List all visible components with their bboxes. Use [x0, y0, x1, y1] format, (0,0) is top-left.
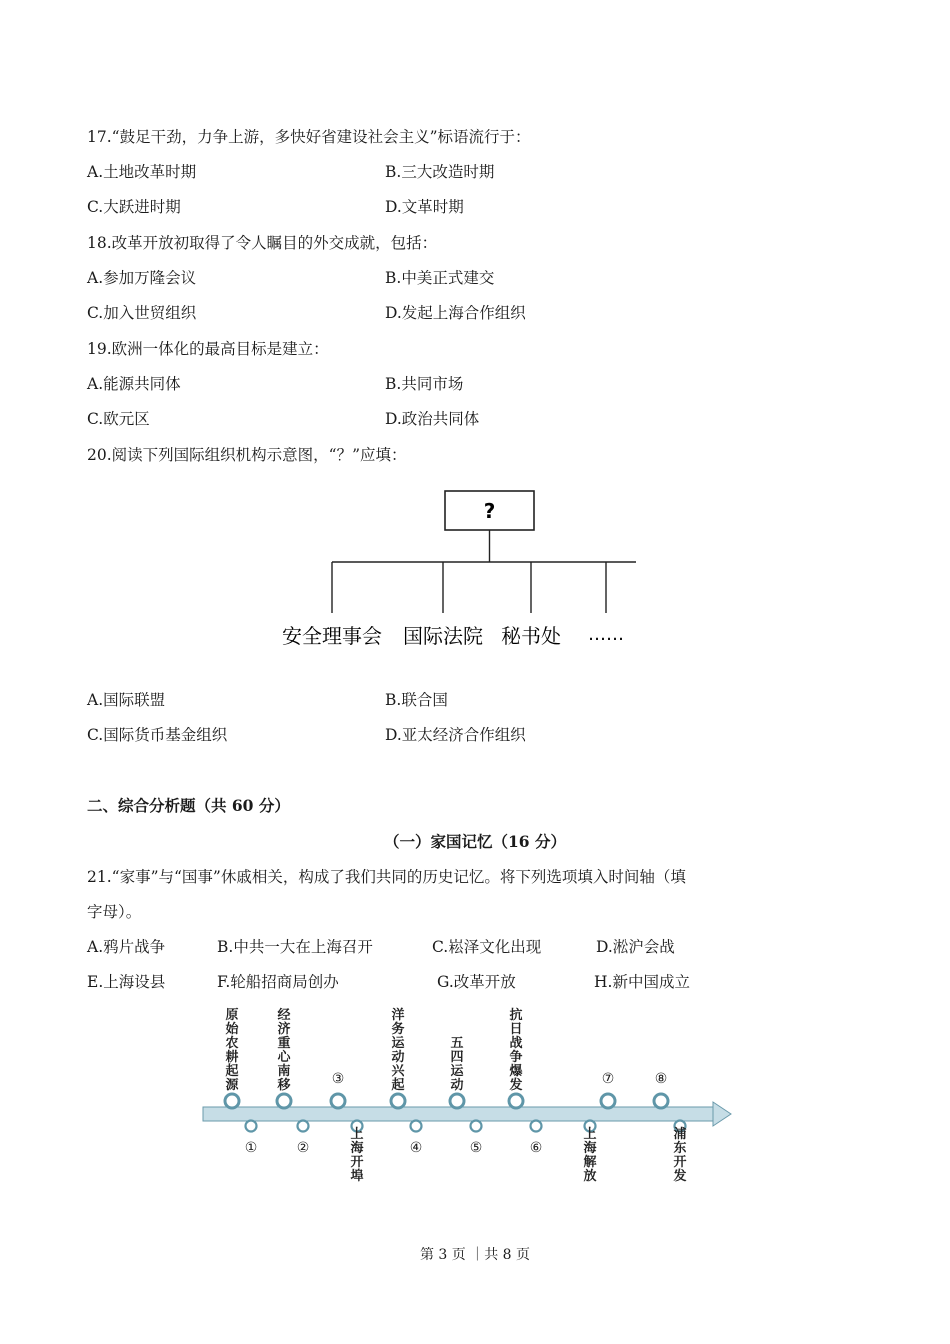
q19-option-c: C.欧元区	[87, 410, 150, 428]
q21-option-a: A.鸦片战争	[87, 938, 166, 956]
q20-stem: 20.阅读下列国际组织机构示意图，“？”应填：	[87, 446, 407, 464]
timeline-top-label: 抗日战争爆发	[509, 1008, 523, 1093]
timeline-top-node	[601, 1094, 615, 1108]
timeline-top-label: 经济重心南移	[277, 1008, 291, 1093]
q20-option-a: A.国际联盟	[87, 691, 166, 709]
q17-option-c: C.大跃进时期	[87, 198, 181, 216]
timeline-bottom-label: ④	[409, 1140, 423, 1156]
timeline-top-label: 洋务运动兴起	[391, 1008, 405, 1093]
q18-stem: 18.改革开放初取得了令人瞩目的外交成就，包括：	[87, 234, 438, 252]
timeline-bottom-label: ⑤	[469, 1140, 483, 1156]
timeline-bottom-node	[471, 1121, 482, 1132]
timeline-bottom-label: 上海开埠	[350, 1127, 364, 1184]
q21-stem-line2: 字母）。	[87, 903, 142, 921]
timeline-top-node	[331, 1094, 345, 1108]
timeline-bottom-label: 上海解放	[583, 1127, 597, 1184]
q21-option-h: H.新中国成立	[594, 973, 690, 991]
q20-option-b: B.联合国	[385, 691, 448, 709]
q19-option-a: A.能源共同体	[87, 375, 181, 393]
timeline-top-label: 五四运动	[450, 1036, 464, 1093]
org-child-1: 安全理事会	[282, 624, 382, 648]
section-title: 二、综合分析题（共 60 分）	[87, 796, 290, 815]
timeline-top-label: 原始农耕起源	[225, 1008, 239, 1093]
q21-option-f: F.轮船招商局创办	[217, 973, 339, 991]
section-subtitle: （一）家国记忆（16 分）	[384, 832, 566, 851]
org-child-4: ……	[588, 624, 624, 645]
q17-option-b: B.三大改造时期	[385, 163, 495, 181]
timeline-top-node	[225, 1094, 239, 1108]
timeline-top-label: ⑧	[654, 1071, 668, 1087]
timeline-top-node	[277, 1094, 291, 1108]
timeline-top-label: ③	[331, 1071, 345, 1087]
timeline-bottom-node	[531, 1121, 542, 1132]
q20-option-c: C.国际货币基金组织	[87, 726, 228, 744]
q18-option-a: A.参加万隆会议	[87, 269, 197, 287]
q18-option-d: D.发起上海合作组织	[385, 304, 526, 322]
org-child-2: 国际法院	[403, 624, 483, 648]
history-timeline	[195, 1005, 755, 1205]
q21-option-d: D.淞沪会战	[596, 938, 675, 956]
timeline-bottom-node	[246, 1121, 257, 1132]
timeline-bottom-node	[298, 1121, 309, 1132]
org-child-3: 秘书处	[501, 624, 561, 648]
q21-option-b: B.中共一大在上海召开	[217, 938, 373, 956]
timeline-top-node	[654, 1094, 668, 1108]
timeline-bottom-label: 浦东开发	[673, 1127, 687, 1184]
timeline-top-node	[450, 1094, 464, 1108]
timeline-bottom-label: ①	[244, 1140, 258, 1156]
q19-option-d: D.政治共同体	[385, 410, 480, 428]
timeline-bottom-label: ②	[296, 1140, 310, 1156]
timeline-top-node	[391, 1094, 405, 1108]
q21-stem-line1: 21.“家事”与“国事”休戚相关，构成了我们共同的历史记忆。将下列选项填入时间轴（填	[87, 868, 686, 886]
org-root-label: ?	[483, 499, 496, 523]
timeline-top-label: ⑦	[601, 1071, 615, 1087]
q21-option-c: C.崧泽文化出现	[432, 938, 542, 956]
timeline-bottom-label: ⑥	[529, 1140, 543, 1156]
timeline-top-node	[509, 1094, 523, 1108]
q19-stem: 19.欧洲一体化的最高目标是建立：	[87, 340, 329, 358]
page-footer: 第 3 页 ｜共 8 页	[419, 1247, 531, 1263]
timeline-arrow-head	[713, 1102, 731, 1126]
q18-option-c: C.加入世贸组织	[87, 304, 197, 322]
timeline-bottom-node	[411, 1121, 422, 1132]
q17-stem: 17.“鼓足干劲，力争上游，多快好省建设社会主义”标语流行于：	[87, 128, 531, 146]
q20-option-d: D.亚太经济合作组织	[385, 726, 526, 744]
q21-option-e: E.上海设县	[87, 973, 166, 991]
org-structure-diagram	[255, 480, 645, 660]
q17-option-a: A.土地改革时期	[87, 163, 197, 181]
q21-option-g: G.改革开放	[437, 973, 516, 991]
q18-option-b: B.中美正式建交	[385, 269, 495, 287]
q19-option-b: B.共同市场	[385, 375, 464, 393]
q17-option-d: D.文革时期	[385, 198, 464, 216]
